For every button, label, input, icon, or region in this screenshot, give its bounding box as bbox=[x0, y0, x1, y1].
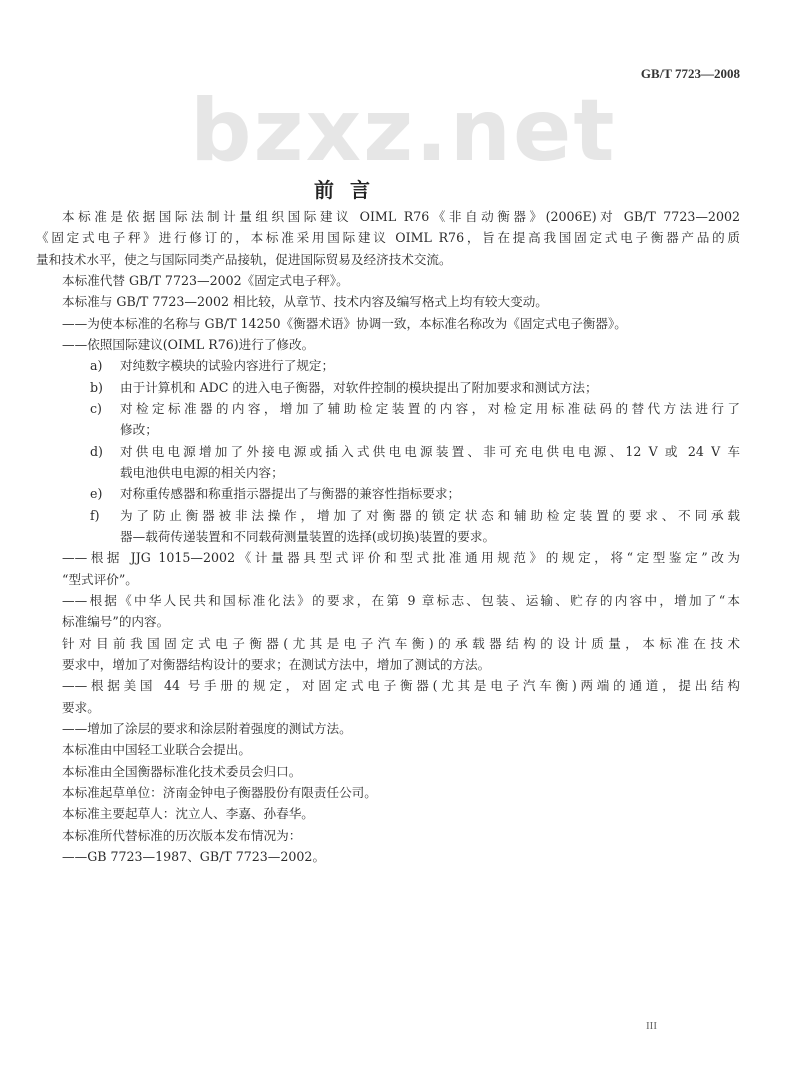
item-text: 为了防止衡器被非法操作，增加了对衡器的锁定状态和辅助检定装置的要求、不同承载 bbox=[120, 507, 740, 523]
text-line: 本标准与 GB/T 7723—2002 相比较，从章节、技术内容及编写格式上均有较大变动。 bbox=[62, 294, 548, 310]
item-label: a) bbox=[90, 358, 103, 374]
text-line: 本标准所代替标准的历次版本发布情况为： bbox=[62, 827, 302, 843]
foreword-body bbox=[36, 206, 740, 867]
text-line: 《固定式电子秤》进行修订的，本标准采用国际建议 OIML R76，旨在提高我国固定式电子衡器产品的质 bbox=[36, 230, 740, 246]
list-item-f bbox=[36, 505, 740, 526]
text-line: ——根据《中华人民共和国标准化法》的要求，在第 9 章标志、包装、运输、贮存的内容中，增加了“本 bbox=[62, 592, 740, 608]
text-line: ——根据美国 44 号手册的规定，对固定式电子衡器(尤其是电子汽车衡)两端的通道，提出结构 bbox=[62, 678, 740, 694]
list-item-c bbox=[36, 398, 740, 419]
item-text: 对纯数字模块的试验内容进行了规定； bbox=[120, 358, 335, 374]
page-number: III bbox=[646, 1020, 657, 1032]
item-label: c) bbox=[90, 400, 102, 416]
text-line: 载电池供电电源的相关内容； bbox=[120, 464, 284, 480]
text-line: 标准编号”的内容。 bbox=[62, 614, 170, 630]
item-label: d) bbox=[90, 443, 103, 459]
text-line: ——依照国际建议(OIML R76)进行了修改。 bbox=[62, 336, 315, 352]
text-line: ——GB 7723—1987、GB/T 7723—2002。 bbox=[62, 848, 326, 864]
text-line: 针对目前我国固定式电子衡器(尤其是电子汽车衡)的承载器结构的设计质量，本标准在技术 bbox=[62, 635, 740, 651]
item-text: 对检定标准器的内容，增加了辅助检定装置的内容，对检定用标准砝码的替代方法进行了 bbox=[120, 400, 740, 416]
item-label: e) bbox=[90, 486, 103, 502]
list-item-b bbox=[36, 377, 740, 398]
text-line: 本标准是依据国际法制计量组织国际建议 OIML R76《非自动衡器》(2006E)对 GB/T 7723—2002 bbox=[62, 209, 740, 224]
text-line: ——增加了涂层的要求和涂层附着强度的测试方法。 bbox=[62, 720, 352, 736]
item-label: f) bbox=[90, 507, 100, 523]
page-title: 前言 bbox=[314, 178, 386, 202]
item-text: 由于计算机和 ADC 的进入电子衡器，对软件控制的模块提出了附加要求和测试方法； bbox=[120, 379, 598, 395]
list-item-a bbox=[36, 355, 740, 376]
text-line: 器—载荷传递装置和不同载荷测量装置的选择(或切换)装置的要求。 bbox=[120, 528, 496, 544]
list-item-e bbox=[36, 483, 740, 504]
text-line: 本标准起草单位：济南金钟电子衡器股份有限责任公司。 bbox=[62, 784, 377, 800]
text-line: 修改； bbox=[120, 422, 158, 438]
standard-code: GB/T 7723—2008 bbox=[640, 66, 740, 81]
text-line: ——为使本标准的名称与 GB/T 14250《衡器术语》协调一致，本标准名称改为《固定式电子衡器》。 bbox=[62, 315, 627, 331]
item-label: b) bbox=[90, 379, 103, 395]
item-text: 对称重传感器和称重指示器提出了与衡器的兼容性指标要求； bbox=[120, 486, 461, 502]
item-text: 对供电电源增加了外接电源或插入式供电电源装置、非可充电供电电源、12 V 或 24 V 车 bbox=[120, 443, 740, 459]
text-line: 要求。 bbox=[62, 699, 100, 715]
list-item-d bbox=[36, 441, 740, 462]
text-line: 本标准由中国轻工业联合会提出。 bbox=[62, 742, 251, 758]
text-line: 本标准代替 GB/T 7723—2002《固定式电子秤》。 bbox=[62, 272, 349, 288]
text-line: ——根据 JJG 1015—2002《计量器具型式评价和型式批准通用规范》的规定，将“定型鉴定”改为 bbox=[62, 550, 740, 566]
text-line: 本标准主要起草人：沈立人、李嘉、孙春华。 bbox=[62, 806, 314, 822]
text-line: 本标准由全国衡器标准化技术委员会归口。 bbox=[62, 763, 302, 779]
text-line: “型式评价”。 bbox=[62, 571, 138, 587]
text-line: 量和技术水平，使之与国际同类产品接轨，促进国际贸易及经济技术交流。 bbox=[36, 251, 452, 267]
watermark: bzxz.net bbox=[190, 81, 617, 181]
text-line: 要求中，增加了对衡器结构设计的要求；在测试方法中，增加了测试的方法。 bbox=[62, 656, 491, 672]
